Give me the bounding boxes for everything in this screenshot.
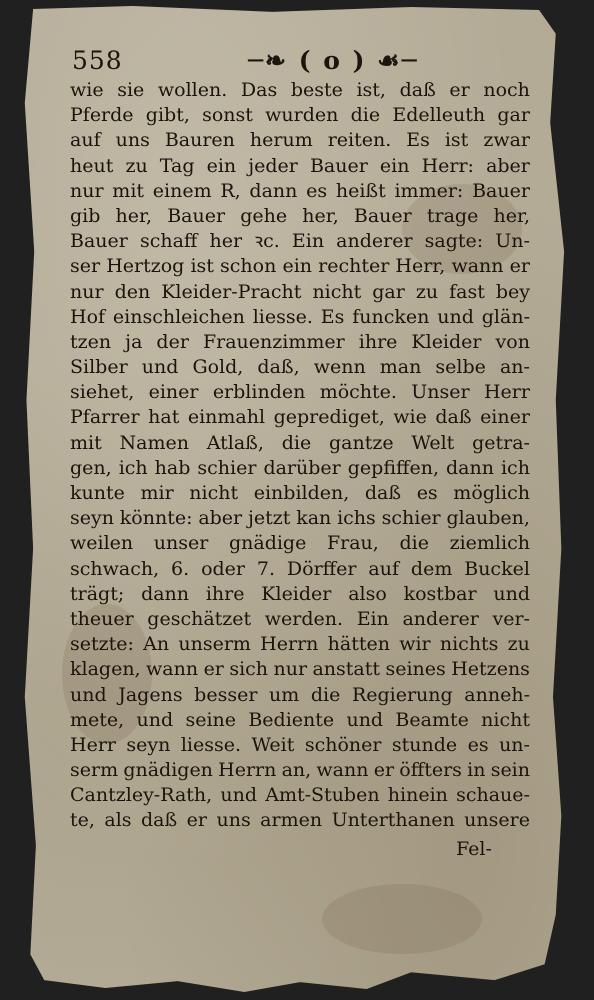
text-line: weilen unser gnädige Frau, die ziemlich [70,532,530,555]
text-line: ser Hertzog ist schon ein rechter Herr, wann er [70,255,530,278]
page-number: 558 [72,46,123,75]
text-line: trägt; dann ihre Kleider also kostbar und [70,582,530,605]
text-line: mete, und seine Bediente und Beamte nicht [70,708,530,731]
paper-stain [322,884,482,954]
text-line: Pfarrer hat einmahl geprediget, wie daß einer [70,406,530,429]
text-line: heut zu Tag ein jeder Bauer ein Herr: aber [70,154,530,177]
text-line: theuer geschätzet werden. Ein anderer ver- [70,607,530,630]
text-line: und Jagens besser um die Regierung anneh- [70,683,530,706]
text-line: seyn könnte: aber jetzt kan ichs schier glauben, [70,507,530,530]
text-line: nur den Kleider-Pracht nicht gar zu fast bey [70,280,530,303]
text-line: gib her, Bauer gehe her, Bauer trage her, [70,204,530,227]
running-head [48,44,488,80]
text-line: gen, ich hab schier darüber gepfiffen, dann ich [70,456,530,479]
text-line: siehet, einer erblinden möchte. Unser Herr [70,381,530,404]
text-line: klagen, wann er sich nur anstatt seines Hetzens [70,658,530,681]
text-line: serm gnädigen Herrn an, wann er öffters in sein [70,759,530,782]
body-text [70,78,530,834]
text-line: Pferde gibt, sonst wurden die Edelleuth gar [70,104,530,127]
header-ornament: ─❧ ( o ) ☙─ [248,46,419,75]
text-line: Hof einschleichen liesse. Es funcken und glän- [70,305,530,328]
text-line: Silber und Gold, daß, wenn man selbe an- [70,356,530,379]
text-line: kunte mir nicht einbilden, daß es möglich [70,482,530,504]
catchword: Fel- [456,838,492,860]
text-line: Bauer schaff her ꝛc. Ein anderer sagte: Un- [70,230,530,253]
text-line: wie sie wollen. Das beste ist, daß er noch [70,79,530,101]
text-line: mit Namen Atlaß, die gantze Welt getra- [70,431,530,454]
text-line: auf uns Bauren herum reiten. Es ist zwar [70,129,530,152]
text-line: setzte: An unserm Herrn hätten wir nichts zu [70,633,530,656]
text-line: schwach, 6. oder 7. Dörffer auf dem Buckel [70,557,530,580]
text-line: nur mit einem R, dann es heißt immer: Bauer [70,179,530,202]
text-line: Cantzley-Rath, und Amt-Stuben hinein schaue- [70,784,530,807]
text-line: tzen ja der Frauenzimmer ihre Kleider von [70,330,530,353]
text-line: Herr seyn liesse. Weit schöner stunde es un- [70,733,530,756]
text-line: te, als daß er uns armen Unterthanen unsere [70,809,530,832]
